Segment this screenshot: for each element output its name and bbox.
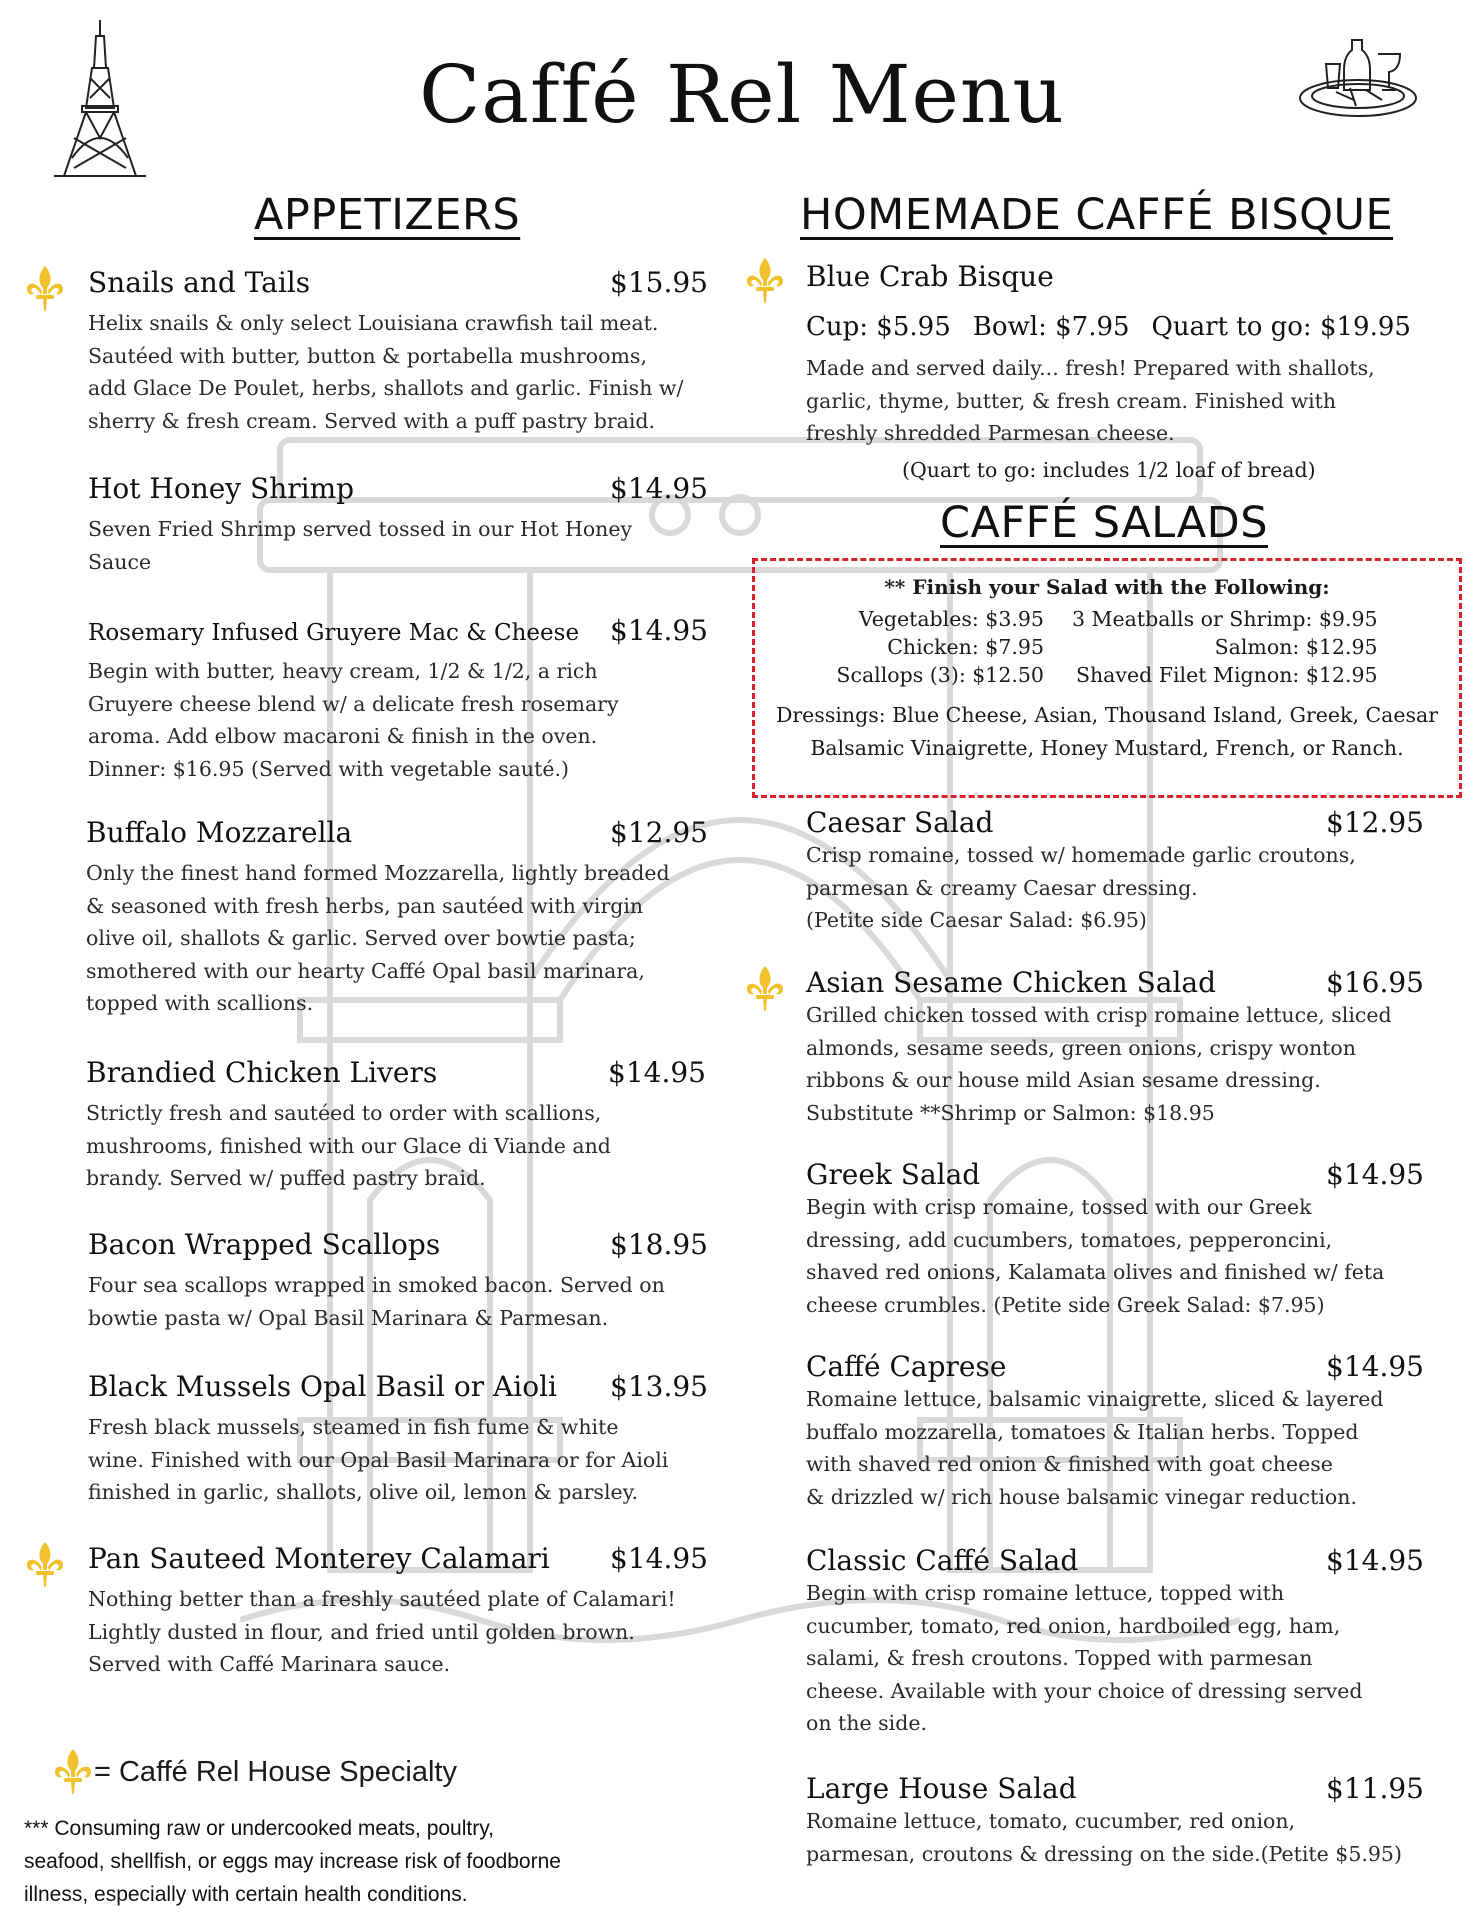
item-price: $16.95 (1326, 966, 1424, 999)
item-name: Buffalo Mozzarella (86, 816, 353, 849)
item-price: $15.95 (610, 266, 708, 299)
item-price: $14.95 (610, 1542, 708, 1575)
menu-item-greek-salad (806, 1158, 1424, 1321)
item-price: $18.95 (610, 1228, 708, 1261)
item-name: Greek Salad (806, 1158, 981, 1191)
item-price: $14.95 (1326, 1544, 1424, 1577)
fleur-de-lis-icon (52, 1747, 94, 1797)
item-description: Helix snails & only select Louisiana crawfish tail meat. Sautéed with butter, button & portabella mushrooms, add Glace De Poulet, herbs, shallots and garlic. Finish w/ sherry & fresh cream. Served with a puff pastry braid. (88, 311, 684, 433)
salad-addons-box (752, 558, 1462, 798)
menu-item-blue-crab-bisque (806, 260, 1446, 293)
fleur-de-lis-icon (24, 264, 66, 314)
specialty-legend (52, 1747, 457, 1797)
page-title: Caffé Rel Menu (419, 48, 1065, 141)
item-description: Begin with crisp romaine lettuce, topped with cucumber, tomato, red onion, hardboiled egg, ham, salami, & fresh croutons. Topped with parmesan cheese. Available with your choice of dressing served on the side. (806, 1581, 1363, 1735)
item-description: Crisp romaine, tossed w/ homemade garlic croutons, parmesan & creamy Caesar dressing. (Petite side Caesar Salad: $6.95) (806, 843, 1356, 932)
menu-item-brandied-chicken-livers (86, 1056, 706, 1195)
item-name: Hot Honey Shrimp (88, 472, 355, 505)
item-description: Begin with butter, heavy cream, 1/2 & 1/2, a rich Gruyere cheese blend w/ a delicate fresh rosemary aroma. Add elbow macaroni & finish in the oven. Dinner: $16.95 (Served with vegetable sauté.) (88, 659, 619, 781)
item-description: Grilled chicken tossed with crisp romaine lettuce, sliced almonds, sesame seeds, green onions, crispy wonton ribbons & our house mild Asian sesame dressing. Substitute **Shrimp or Salmon: $18.95 (806, 1003, 1392, 1125)
menu-item-classic-caffe-salad (806, 1544, 1424, 1740)
fleur-de-lis-icon (744, 964, 786, 1014)
fleur-de-lis-icon (744, 256, 786, 306)
food-safety-disclaimer: *** Consuming raw or undercooked meats, poultry, seafood, shellfish, or eggs may increase risk of foodborne illness, especially with certain health conditions. (24, 1817, 561, 1906)
item-description: Romaine lettuce, balsamic vinaigrette, sliced & layered buffalo mozzarella, tomatoes & Italian herbs. Topped with shaved red onion & finished with goat cheese & drizzled w/ rich house balsamic vinegar reduction. (806, 1387, 1384, 1509)
item-price: $12.95 (1326, 806, 1424, 839)
menu-item-large-house-salad (806, 1772, 1424, 1870)
bisque-heading: HOMEMADE CAFFÉ BISQUE (800, 190, 1394, 240)
item-name: Pan Sauteed Monterey Calamari (88, 1542, 550, 1575)
menu-item-caffe-caprese (806, 1350, 1424, 1513)
addons-table: Vegetables: $3.95 3 Meatballs or Shrimp: $9.95 Chicken: $7.95 Salmon: $12.95 Scallops (3): $12.50 Shaved Filet Mignon: $12.95 (836, 607, 1378, 687)
item-name: Asian Sesame Chicken Salad (806, 966, 1217, 999)
item-description: Begin with crisp romaine, tossed with our Greek dressing, add cucumbers, tomatoes, pepperoncini, shaved red onions, Kalamata olives and finished w/ feta cheese crumbles. (Petite side Greek Salad: $7.95) (806, 1195, 1385, 1317)
menu-item-bacon-wrapped-scallops (88, 1228, 708, 1334)
item-name: Rosemary Infused Gruyere Mac & Cheese (88, 620, 580, 646)
item-price: $14.95 (608, 1056, 706, 1089)
menu-item-mac-and-cheese (88, 614, 708, 785)
addons-heading: ** Finish your Salad with the Following: (884, 575, 1330, 599)
item-price: $13.95 (610, 1370, 708, 1403)
item-description: Fresh black mussels, steamed in fish fume & white wine. Finished with our Opal Basil Marinara or for Aioli finished in garlic, shallots, olive oil, lemon & parsley. (88, 1415, 669, 1504)
item-price: $11.95 (1326, 1772, 1424, 1805)
menu-item-black-mussels (88, 1370, 708, 1509)
menu-item-caesar-salad (806, 806, 1424, 937)
appetizers-heading: APPETIZERS (254, 190, 521, 240)
item-description: Strictly fresh and sautéed to order with scallions, mushrooms, finished with our Glace di Viande and brandy. Served w/ puffed pastry braid. (86, 1101, 611, 1190)
item-name: Snails and Tails (88, 266, 311, 299)
legend-text: = Caffé Rel House Specialty (94, 1755, 457, 1788)
item-name: Large House Salad (806, 1772, 1077, 1805)
item-name: Caesar Salad (806, 806, 994, 839)
item-price: $14.95 (1326, 1158, 1424, 1191)
item-description: Four sea scallops wrapped in smoked bacon. Served on bowtie pasta w/ Opal Basil Marinara & Parmesan. (88, 1273, 665, 1330)
dressings-list: Dressings: Blue Cheese, Asian, Thousand Island, Greek, Caesar Balsamic Vinaigrette, Honey Mustard, French, or Ranch. (775, 703, 1439, 760)
salads-heading: CAFFÉ SALADS (940, 498, 1269, 548)
item-price: $14.95 (1326, 1350, 1424, 1383)
item-description: Only the finest hand formed Mozzarella, lightly breaded & seasoned with fresh herbs, pan sautéed with virgin olive oil, shallots & garlic. Served over bowtie pasta; smothered with our hearty Caffé Opal basil marinara, topped with scallions. (86, 861, 670, 1015)
item-name: Brandied Chicken Livers (86, 1056, 438, 1089)
menu-item-monterey-calamari (88, 1542, 708, 1681)
item-name: Classic Caffé Salad (806, 1544, 1079, 1577)
item-description: Nothing better than a freshly sautéed plate of Calamari! Lightly dusted in flour, and fried until golden brown. Served with Caffé Marinara sauce. (88, 1587, 676, 1676)
menu-item-asian-sesame-chicken-salad (806, 966, 1424, 1129)
item-name: Bacon Wrapped Scallops (88, 1228, 441, 1261)
menu-item-snails-and-tails (88, 266, 708, 437)
item-price: $14.95 (610, 472, 708, 505)
item-description: Romaine lettuce, tomato, cucumber, red onion, parmesan, croutons & dressing on the side.(Petite $5.95) (806, 1809, 1402, 1866)
item-description: Seven Fried Shrimp served tossed in our Hot Honey Sauce (88, 517, 633, 574)
bisque-description: Made and served daily... fresh! Prepared with shallots, garlic, thyme, butter, & fresh cream. Finished with freshly shredded Parmesan cheese. (806, 356, 1375, 445)
bisque-note: (Quart to go: includes 1/2 loaf of bread) (902, 458, 1316, 482)
bisque-prices: Cup: $5.95 Bowl: $7.95 Quart to go: $19.95 (806, 312, 1411, 342)
item-name: Blue Crab Bisque (806, 260, 1054, 293)
fleur-de-lis-icon (24, 1540, 66, 1590)
menu-item-hot-honey-shrimp (88, 472, 708, 578)
item-name: Black Mussels Opal Basil or Aioli (88, 1370, 557, 1403)
item-price: $14.95 (610, 614, 708, 647)
item-name: Caffé Caprese (806, 1350, 1007, 1383)
item-price: $12.95 (610, 816, 708, 849)
menu-item-buffalo-mozzarella (86, 816, 708, 1020)
